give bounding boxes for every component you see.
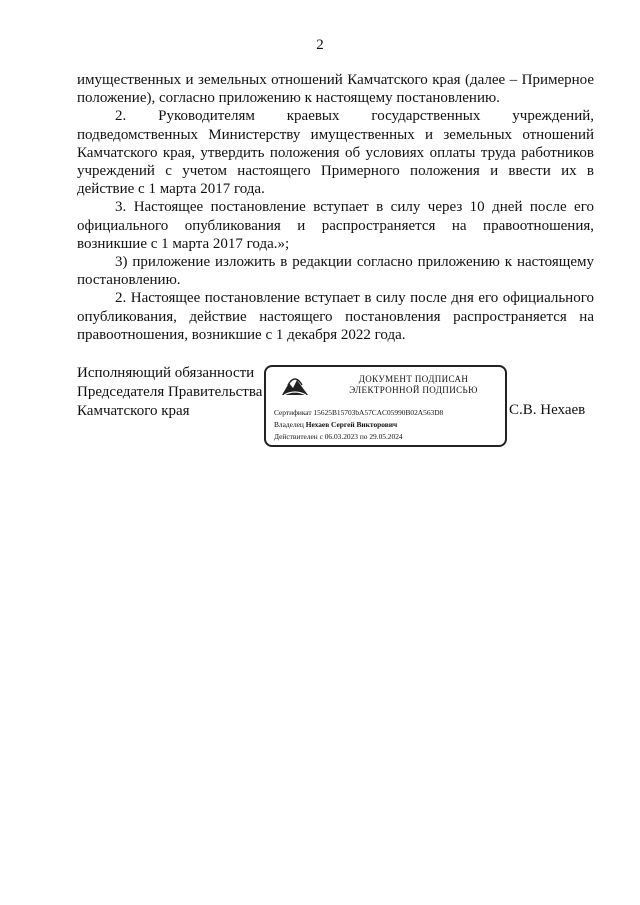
signatory-position-line1: Исполняющий обязанности [77,365,255,381]
certificate-label: Сертификат [274,408,312,417]
stamp-title-line2: ЭЛЕКТРОННОЙ ПОДПИСЬЮ [349,385,478,395]
signatory-position-line3: Камчатского края [77,403,190,419]
paragraph-continuation: имущественных и земельных отношений Камчатского края (далее – Примерное положение), согласно приложению к настоящему постановлению. [77,72,594,107]
paragraph-subitem-3: 3) приложение изложить в редакции согласно приложению к настоящему постановлению. [77,254,594,289]
stamp-validity: Действителен с 06.03.2023 по 29.05.2024 [274,432,403,441]
owner-value: Нехаев Сергей Викторович [305,420,398,429]
paragraph-final-2: 2. Настоящее постановление вступает в силу после дня его официального опубликования, действие настоящего постановления распространяется на правоотношения, возникшие с 1 декабря 2022 года. [77,290,594,343]
owner-label: Владелец [274,420,304,429]
stamp-title [326,374,501,396]
signatory-position-line2: Председателя Правительства [77,384,263,400]
signatory-position [77,364,262,421]
document-body [77,71,594,344]
paragraph-item-3: 3. Настоящее постановление вступает в силу через 10 дней после его официального опубликования и распространяется на правоотношения, возникшие с 1 марта 2017 года.»; [77,199,594,252]
stamp-title-line1: ДОКУМЕНТ ПОДПИСАН [358,374,469,384]
certificate-value: 15625B15703bA57CAC05990B02A563D8 [313,408,444,417]
stamp-owner [274,420,397,429]
signatory-name: С.В. Нехаев [509,402,586,418]
paragraph-item-2: 2. Руководителям краевых государственных учреждений, подведомственных Министерству имущественных и земельных отношений Камчатского края, утвердить положения об условиях оплаты труда работников учреждений с учетом настоящего Примерного положения и ввести их в действие с 1 марта 2017 года. [77,108,594,198]
page-number: 2 [316,37,324,53]
coat-of-arms-icon [280,375,310,397]
stamp-certificate [274,408,443,417]
electronic-signature-stamp [264,365,507,447]
